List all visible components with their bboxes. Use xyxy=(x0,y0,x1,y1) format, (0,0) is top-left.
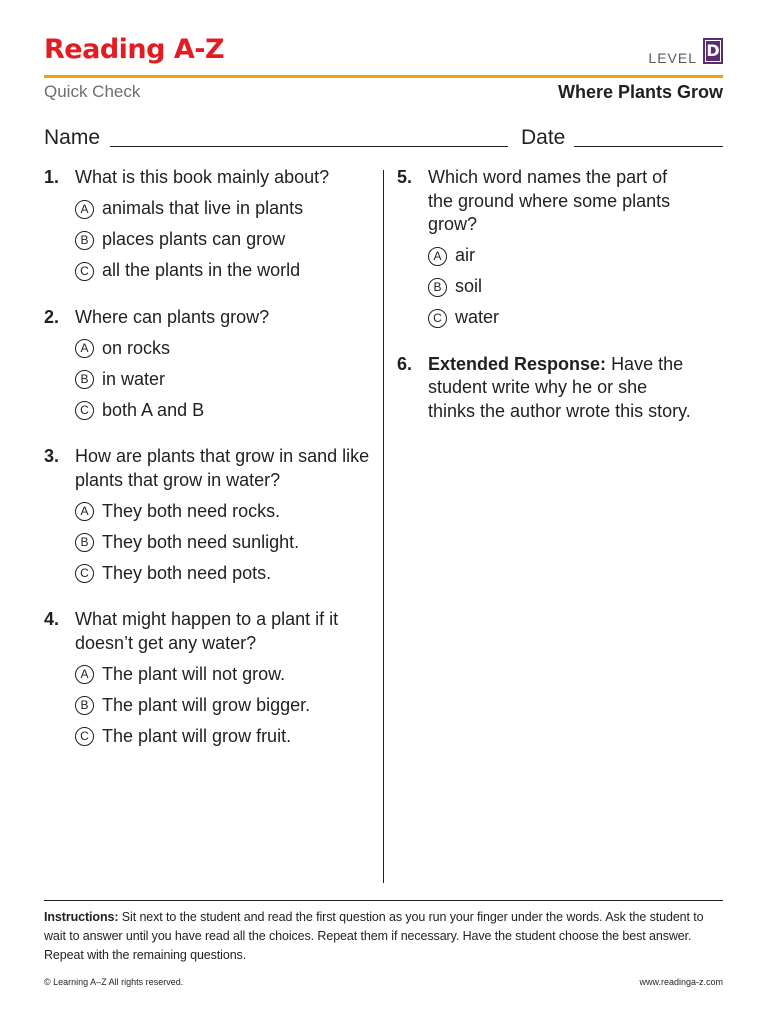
question-number: 1. xyxy=(44,167,60,187)
option-text: all the plants in the world xyxy=(102,260,301,281)
option-text: air xyxy=(455,245,476,266)
answer-option-b[interactable] xyxy=(75,229,374,252)
question-number: 4. xyxy=(44,609,60,629)
logo: Reading A-Z xyxy=(44,34,225,65)
option-text: The plant will not grow. xyxy=(102,663,286,684)
date-label: Date xyxy=(521,126,566,149)
answer-options xyxy=(428,245,697,330)
circle-a-icon[interactable]: A xyxy=(75,339,94,358)
footer-rule xyxy=(44,900,723,901)
question-text: Which word names the part of the ground where some plants grow? xyxy=(428,167,671,234)
circle-a-icon[interactable]: A xyxy=(75,665,94,684)
option-text: soil xyxy=(455,276,483,297)
extended-response-label: Extended Response: xyxy=(428,353,607,374)
copyright: © Learning A–Z All rights reserved. xyxy=(44,977,184,987)
option-text: water xyxy=(455,307,500,328)
answer-option-a[interactable] xyxy=(75,198,374,221)
circle-c-icon[interactable]: C xyxy=(75,564,94,583)
answer-options xyxy=(75,663,374,748)
answer-option-b[interactable] xyxy=(75,694,374,717)
circle-b-icon[interactable]: B xyxy=(75,370,94,389)
name-field[interactable] xyxy=(110,146,508,147)
circle-b-icon[interactable]: B xyxy=(75,696,94,715)
circle-c-icon[interactable]: C xyxy=(75,401,94,420)
circle-c-icon[interactable]: C xyxy=(428,309,447,328)
answer-option-a[interactable] xyxy=(428,245,697,268)
extended-response-text: Have the student write why he or she thinks the author wrote this story. xyxy=(428,353,691,421)
answer-option-a[interactable] xyxy=(75,663,374,686)
right-column xyxy=(397,166,697,446)
name-label: Name xyxy=(44,126,101,149)
circle-a-icon[interactable]: A xyxy=(428,247,447,266)
question-number: 5. xyxy=(397,167,413,187)
answer-option-c[interactable] xyxy=(75,399,374,422)
question-2 xyxy=(44,306,374,423)
question-3 xyxy=(44,445,374,585)
circle-b-icon[interactable]: B xyxy=(75,533,94,552)
circle-b-icon[interactable]: B xyxy=(428,278,447,297)
option-text: places plants can grow xyxy=(102,229,286,250)
question-5 xyxy=(397,166,697,330)
option-text: They both need sunlight. xyxy=(102,531,300,552)
question-text: What is this book mainly about? xyxy=(75,167,330,187)
question-text: Where can plants grow? xyxy=(75,306,270,327)
level-indicator xyxy=(648,40,723,66)
answer-options xyxy=(75,337,374,422)
name-date-row xyxy=(44,126,723,154)
circle-b-icon[interactable]: B xyxy=(75,231,94,250)
website-link[interactable]: www.readinga-z.com xyxy=(639,977,723,987)
column-divider xyxy=(383,170,384,883)
option-text: in water xyxy=(102,368,166,389)
left-column xyxy=(44,166,374,771)
option-text: They both need rocks. xyxy=(102,500,281,521)
book-title: Where Plants Grow xyxy=(557,82,723,102)
option-text: on rocks xyxy=(102,337,171,358)
question-1 xyxy=(44,166,374,283)
question-number: 3. xyxy=(44,446,60,466)
option-text: The plant will grow bigger. xyxy=(102,694,311,715)
level-label: LEVEL xyxy=(648,50,697,66)
question-6 xyxy=(397,353,697,424)
level-value: D xyxy=(706,41,720,60)
option-text: They both need pots. xyxy=(102,562,272,583)
answer-option-c[interactable] xyxy=(75,725,374,748)
option-text: both A and B xyxy=(102,399,205,420)
header-rule xyxy=(44,75,723,78)
question-text: What might happen to a plant if it doesn’t get any water? xyxy=(75,609,339,653)
question-4 xyxy=(44,608,374,748)
circle-a-icon[interactable]: A xyxy=(75,200,94,219)
question-text xyxy=(428,353,697,424)
answer-option-b[interactable] xyxy=(75,531,374,554)
circle-c-icon[interactable]: C xyxy=(75,727,94,746)
circle-c-icon[interactable]: C xyxy=(75,262,94,281)
page-subtitle: Quick Check xyxy=(44,82,141,101)
option-text: animals that live in plants xyxy=(102,198,304,219)
answer-options xyxy=(75,198,374,283)
answer-option-c[interactable] xyxy=(75,562,374,585)
level-badge xyxy=(703,38,723,64)
instructions-label: Instructions: xyxy=(44,910,119,924)
instructions-text: Sit next to the student and read the first question as you run your finger under the words. Ask the student to wait to answer until you have read all the choices. Repeat them if necessary. Have the student choose the best answer. Repeat with the remaining questions. xyxy=(44,910,704,962)
answer-option-b[interactable] xyxy=(428,276,697,299)
circle-a-icon[interactable]: A xyxy=(75,502,94,521)
instructions xyxy=(44,908,723,965)
answer-option-c[interactable] xyxy=(75,260,374,283)
date-field[interactable] xyxy=(574,146,723,147)
question-number: 2. xyxy=(44,306,60,327)
question-number: 6. xyxy=(397,353,413,374)
answer-option-c[interactable] xyxy=(428,307,697,330)
option-text: The plant will grow fruit. xyxy=(102,725,292,746)
question-text: How are plants that grow in sand like plants that grow in water? xyxy=(75,446,370,490)
answer-option-a[interactable] xyxy=(75,500,374,523)
answer-option-b[interactable] xyxy=(75,368,374,391)
answer-options xyxy=(75,500,374,585)
answer-option-a[interactable] xyxy=(75,337,374,360)
